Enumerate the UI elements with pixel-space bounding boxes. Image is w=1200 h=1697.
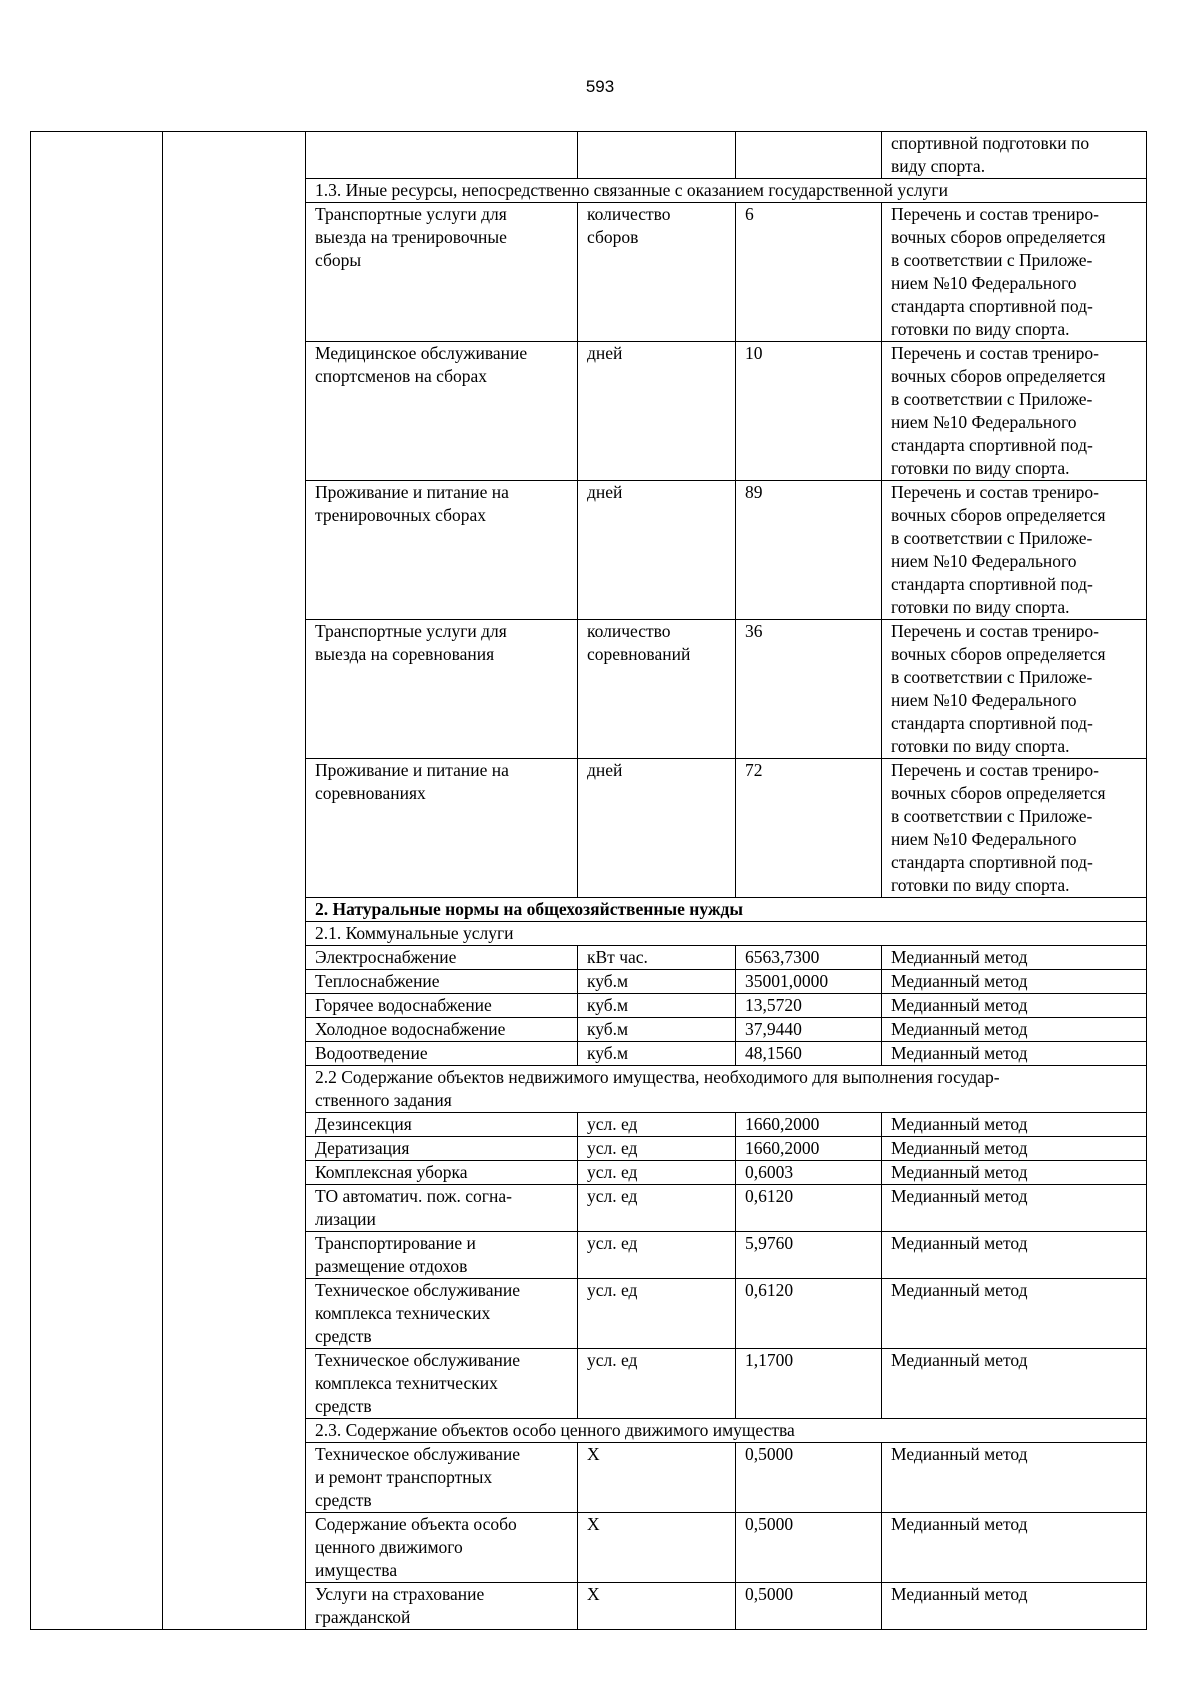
cell-value: 1660,2000 <box>736 1113 882 1137</box>
cell-note: Медианный метод <box>882 1042 1147 1066</box>
cell-name: Содержание объекта особо ценного движимого имущества <box>306 1513 578 1583</box>
cell-unit: усл. ед <box>578 1185 736 1232</box>
cell-value: 72 <box>736 759 882 898</box>
cell-value: 48,1560 <box>736 1042 882 1066</box>
cell-note: Медианный метод <box>882 1513 1147 1583</box>
section-title: 2.3. Содержание объектов особо ценного движимого имущества <box>306 1419 1147 1443</box>
cell-name: Медицинское обслуживание спортсменов на сборах <box>306 342 578 481</box>
cell-unit: дней <box>578 481 736 620</box>
cell-name: ТО автоматич. пож. согна- лизации <box>306 1185 578 1232</box>
cell-value: 0,5000 <box>736 1583 882 1630</box>
cell-note: Медианный метод <box>882 1443 1147 1513</box>
cell-value: 10 <box>736 342 882 481</box>
cell-name: Горячее водоснабжение <box>306 994 578 1018</box>
resource-norms-table <box>30 131 1147 1630</box>
cell-unit: усл. ед <box>578 1349 736 1419</box>
cell-unit: куб.м <box>578 1042 736 1066</box>
cell-value: 5,9760 <box>736 1232 882 1279</box>
cell-value <box>736 132 882 179</box>
cell-value: 1660,2000 <box>736 1137 882 1161</box>
cell-note: Медианный метод <box>882 994 1147 1018</box>
cell-value: 6563,7300 <box>736 946 882 970</box>
cell-name: Холодное водоснабжение <box>306 1018 578 1042</box>
cell-note: Медианный метод <box>882 1232 1147 1279</box>
cell-name: Техническое обслуживание комплекса технитческих средств <box>306 1349 578 1419</box>
empty-column-1 <box>31 132 163 1630</box>
cell-unit <box>578 132 736 179</box>
empty-column-2 <box>163 132 306 1630</box>
cell-value: 35001,0000 <box>736 970 882 994</box>
cell-name: Водоотведение <box>306 1042 578 1066</box>
cell-note: Медианный метод <box>882 1161 1147 1185</box>
table-body <box>31 132 1147 1630</box>
cell-unit: куб.м <box>578 994 736 1018</box>
cell-unit: Х <box>578 1513 736 1583</box>
cell-unit: усл. ед <box>578 1161 736 1185</box>
cell-unit: количество сборов <box>578 203 736 342</box>
cell-name: Дезинсекция <box>306 1113 578 1137</box>
cell-value: 1,1700 <box>736 1349 882 1419</box>
cell-name: Транспортные услуги для выезда на тренировочные сборы <box>306 203 578 342</box>
cell-value: 89 <box>736 481 882 620</box>
page-number: 593 <box>585 77 615 96</box>
section-title: 2.2 Содержание объектов недвижимого имущества, необходимого для выполнения государ- ственного задания <box>306 1066 1147 1113</box>
cell-note: Медианный метод <box>882 1583 1147 1630</box>
cell-unit: дней <box>578 342 736 481</box>
cell-value: 0,5000 <box>736 1443 882 1513</box>
cell-value: 37,9440 <box>736 1018 882 1042</box>
cell-unit: кВт час. <box>578 946 736 970</box>
section-title: 2. Натуральные нормы на общехозяйственные нужды <box>306 898 1147 922</box>
cell-note: Перечень и состав трениро- вочных сборов определяется в соответствии с Приложе- нием №10 Федерального стандарта спортивной под- готовки по виду спорта. <box>882 203 1147 342</box>
cell-name <box>306 132 578 179</box>
cell-unit: усл. ед <box>578 1279 736 1349</box>
cell-value: 0,5000 <box>736 1513 882 1583</box>
cell-name: Транспортные услуги для выезда на соревнования <box>306 620 578 759</box>
section-title: 1.3. Иные ресурсы, непосредственно связанные с оказанием государственной услуги <box>306 179 1147 203</box>
cell-note: Перечень и состав трениро- вочных сборов определяется в соответствии с Приложе- нием №10 Федерального стандарта спортивной под- готовки по виду спорта. <box>882 759 1147 898</box>
cell-value: 0,6003 <box>736 1161 882 1185</box>
cell-note: Медианный метод <box>882 1185 1147 1232</box>
cell-name: Электроснабжение <box>306 946 578 970</box>
cell-unit: усл. ед <box>578 1137 736 1161</box>
cell-unit: куб.м <box>578 1018 736 1042</box>
cell-note: Медианный метод <box>882 1137 1147 1161</box>
cell-unit: количество соревнований <box>578 620 736 759</box>
cell-unit: усл. ед <box>578 1113 736 1137</box>
cell-value: 6 <box>736 203 882 342</box>
cell-name: Техническое обслуживание комплекса технических средств <box>306 1279 578 1349</box>
cell-note: Медианный метод <box>882 1113 1147 1137</box>
cell-unit: дней <box>578 759 736 898</box>
cell-unit: Х <box>578 1583 736 1630</box>
table-row <box>31 132 1147 179</box>
cell-unit: усл. ед <box>578 1232 736 1279</box>
cell-unit: куб.м <box>578 970 736 994</box>
cell-note: Медианный метод <box>882 1279 1147 1349</box>
cell-note: Перечень и состав трениро- вочных сборов определяется в соответствии с Приложе- нием №10 Федерального стандарта спортивной под- готовки по виду спорта. <box>882 342 1147 481</box>
cell-name: Теплоснабжение <box>306 970 578 994</box>
cell-note: спортивной подготовки по виду спорта. <box>882 132 1147 179</box>
cell-note: Медианный метод <box>882 970 1147 994</box>
cell-note: Медианный метод <box>882 1349 1147 1419</box>
cell-value: 36 <box>736 620 882 759</box>
cell-note: Медианный метод <box>882 1018 1147 1042</box>
cell-unit: Х <box>578 1443 736 1513</box>
section-title: 2.1. Коммунальные услуги <box>306 922 1147 946</box>
cell-name: Комплексная уборка <box>306 1161 578 1185</box>
cell-value: 13,5720 <box>736 994 882 1018</box>
cell-name: Проживание и питание на тренировочных сборах <box>306 481 578 620</box>
cell-name: Дератизация <box>306 1137 578 1161</box>
cell-name: Услуги на страхование гражданской <box>306 1583 578 1630</box>
cell-note: Перечень и состав трениро- вочных сборов определяется в соответствии с Приложе- нием №10 Федерального стандарта спортивной под- готовки по виду спорта. <box>882 620 1147 759</box>
cell-value: 0,6120 <box>736 1279 882 1349</box>
cell-note: Перечень и состав трениро- вочных сборов определяется в соответствии с Приложе- нием №10 Федерального стандарта спортивной под- готовки по виду спорта. <box>882 481 1147 620</box>
cell-name: Техническое обслуживание и ремонт транспортных средств <box>306 1443 578 1513</box>
cell-name: Проживание и питание на соревнованиях <box>306 759 578 898</box>
cell-value: 0,6120 <box>736 1185 882 1232</box>
cell-note: Медианный метод <box>882 946 1147 970</box>
cell-name: Транспортирование и размещение отдохов <box>306 1232 578 1279</box>
